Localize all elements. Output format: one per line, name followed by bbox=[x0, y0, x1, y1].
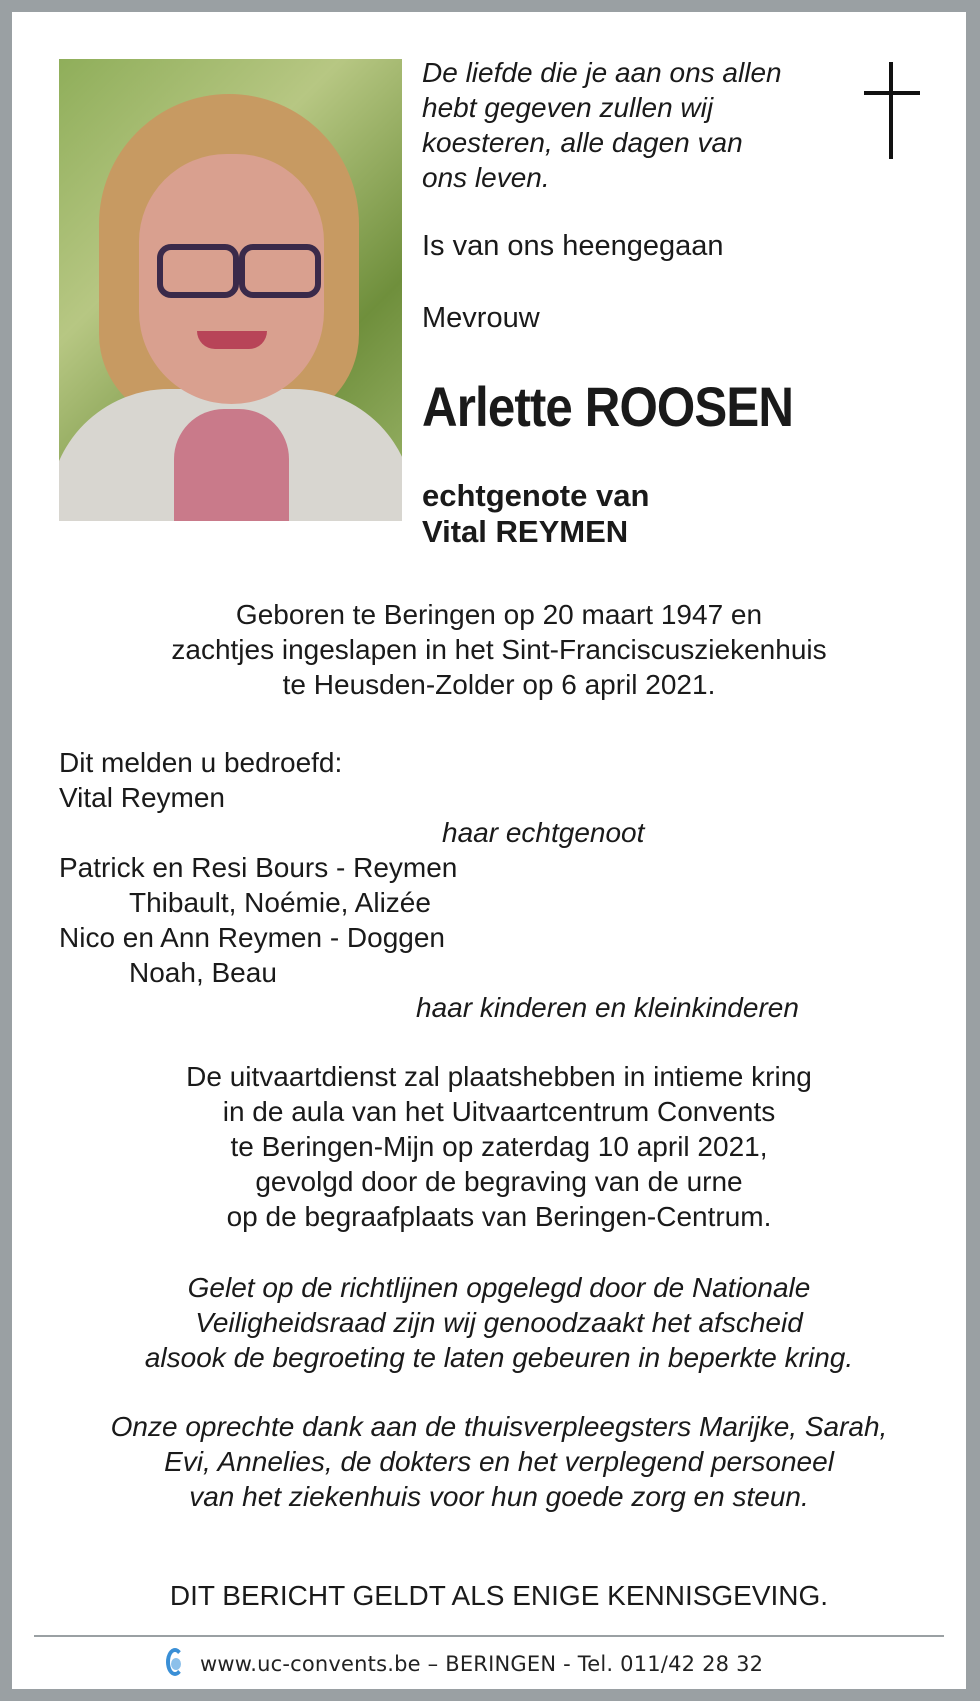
covid-notice: Gelet op de richtlijnen opgelegd door de Nationale Veiligheidsraad zijn wij genoodzaakt het afscheid alsook de begroeting te laten gebeuren in beperkte kring. bbox=[144, 1272, 854, 1373]
family-child: Patrick en Resi Bours - Reymen bbox=[59, 852, 458, 883]
spouse-label: echtgenote van bbox=[422, 478, 650, 513]
funeral-service-info: De uitvaartdienst zal plaatshebben in intieme kring in de aula van het Uitvaartcentrum Convents te Beringen-Mijn op zaterdag 10 april 2021, gevolgd door de begraving van de urne op de begraafplaats van Beringen-Centrum. bbox=[186, 1061, 812, 1232]
funeral-home-logo-icon bbox=[162, 1646, 188, 1682]
footer-contact[interactable]: www.uc-convents.be – BERINGEN - Tel. 011/42 28 32 bbox=[200, 1652, 764, 1676]
obituary-card bbox=[12, 12, 966, 1689]
family-spouse: Vital Reymen bbox=[59, 782, 226, 813]
footer-divider bbox=[34, 1635, 944, 1637]
children-relation: haar kinderen en kleinkinderen bbox=[416, 992, 799, 1023]
portrait-photo bbox=[59, 59, 402, 521]
honorific: Mevrouw bbox=[422, 302, 540, 334]
official-notice: DIT BERICHT GELDT ALS ENIGE KENNISGEVING. bbox=[169, 1580, 829, 1611]
deceased-name: Arlette ROOSEN bbox=[422, 375, 794, 438]
spouse-relation: haar echtgenoot bbox=[442, 817, 645, 848]
family-grandchildren: Thibault, Noémie, Alizée bbox=[129, 887, 431, 918]
family-child: Nico en Ann Reymen - Doggen bbox=[59, 922, 445, 953]
spouse-name: Vital REYMEN bbox=[422, 514, 629, 549]
cross-icon bbox=[864, 62, 922, 162]
thanks-text: Onze oprechte dank aan de thuisverpleegsters Marijke, Sarah, Evi, Annelies, de dokters en het verplegend personeel van het ziekenhuis voor hun goede zorg en steun. bbox=[110, 1411, 888, 1512]
family-list bbox=[59, 745, 939, 1025]
family-grandchildren: Noah, Beau bbox=[129, 957, 277, 988]
birth-death-info: Geboren te Beringen op 20 maart 1947 en zachtjes ingeslapen in het Sint-Franciscusziekenhuis te Heusden-Zolder op 6 april 2021. bbox=[171, 599, 827, 700]
memorial-quote: De liefde die je aan ons allen hebt gegeven zullen wij koesteren, alle dagen van ons leven. bbox=[422, 57, 782, 193]
footer bbox=[162, 1644, 862, 1684]
passed-away-text: Is van ons heengegaan bbox=[422, 230, 724, 262]
family-intro: Dit melden u bedroefd: bbox=[59, 747, 343, 778]
